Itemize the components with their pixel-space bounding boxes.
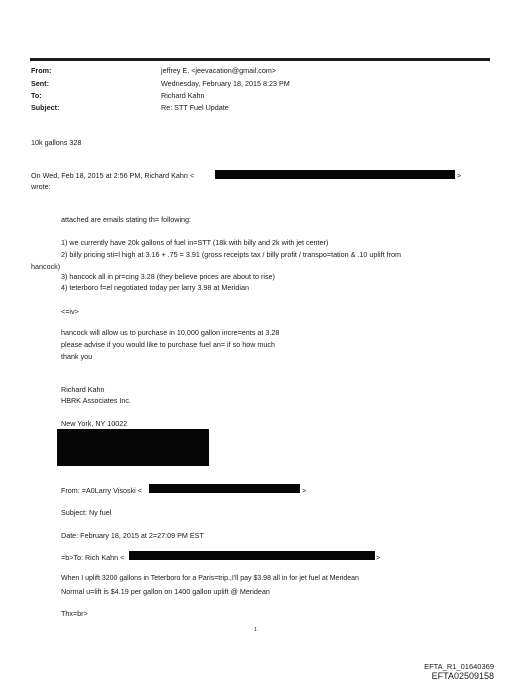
header-rule bbox=[30, 58, 490, 61]
redaction-block bbox=[215, 170, 455, 179]
quote-intro-wrote: wrote: bbox=[31, 182, 51, 191]
subject-label: Subject: bbox=[31, 103, 60, 112]
body-item-4: 4) teterboro f=el negotiated today per larry 3.98 at Meridian bbox=[61, 283, 249, 292]
body-item-1: 1) we currently have 20k gallons of fuel in=STT (18k with billy and 2k with jet center) bbox=[61, 238, 329, 247]
page-number: 1 bbox=[254, 627, 258, 633]
signature-company: HBRK Associates Inc. bbox=[61, 396, 131, 405]
subject-value: Re: STT Fuel Update bbox=[161, 103, 229, 112]
quote-intro-end: > bbox=[457, 171, 462, 180]
body-item-2-continued: hancock) bbox=[31, 262, 61, 271]
forward-subject: Subject: Ny fuel bbox=[61, 508, 112, 517]
forward-to: =b>To: Rich Kahn < bbox=[61, 553, 125, 562]
to-label: To: bbox=[31, 91, 42, 100]
from-value: jeffrey E. <jeevacation@gmail.com> bbox=[161, 66, 277, 75]
forward-date: Date: February 18, 2015 at 2=27:09 PM EST bbox=[61, 531, 204, 540]
to-value: Richard Kahn bbox=[161, 91, 205, 100]
redaction-block bbox=[149, 484, 300, 493]
forward-thx: Thx=br> bbox=[61, 609, 88, 618]
bates-number-secondary: EFTA02509158 bbox=[431, 671, 494, 681]
sent-value: Wednesday, February 18, 2015 8:23 PM bbox=[161, 79, 290, 88]
body-paragraph-1: hancock will allow us to purchase in 10,000 gallon incre=ents at 3.28 bbox=[61, 328, 280, 337]
body-item-2: 2) billy pricing sti=l high at 3.16 + .75 = 3.91 (gross receipts tax / billy profit / transpo=tation & .10 uplift from bbox=[61, 250, 401, 259]
body-paragraph-2: please advise if you would like to purchase fuel an= if so how much bbox=[61, 340, 275, 349]
redaction-block bbox=[129, 551, 375, 560]
sent-label: Sent: bbox=[31, 79, 49, 88]
signature-name: Richard Kahn bbox=[61, 385, 105, 394]
div-marker: <=iv> bbox=[61, 307, 79, 316]
forward-from: From: =A0Larry Visoski < bbox=[61, 486, 142, 495]
redaction-block bbox=[57, 429, 209, 466]
forward-line-1: When I uplift 3200 gallons in Teterboro for a Paris=trip.,I'll pay $3.98 all in for jet fuel at Meridean bbox=[61, 575, 359, 582]
body-item-3: 3) hancock all in pr=cing 3.28 (they believe prices are about to rise) bbox=[61, 272, 275, 281]
quote-intro: On Wed, Feb 18, 2015 at 2:56 PM, Richard Kahn < bbox=[31, 171, 195, 180]
body-paragraph-3: thank you bbox=[61, 352, 93, 361]
body-intro: attached are emails stating th= following: bbox=[61, 215, 192, 224]
forward-from-end: > bbox=[302, 486, 307, 495]
forward-line-2: Normal u=lift is $4.19 per gallon on 1400 gallon uplift @ Meridean bbox=[61, 587, 270, 596]
from-label: From: bbox=[31, 66, 52, 75]
reply-text: 10k gallons 328 bbox=[31, 138, 82, 147]
bates-number-primary: EFTA_R1_01640369 bbox=[424, 662, 494, 671]
signature-city: New York, NY 10022 bbox=[61, 419, 128, 428]
forward-to-end: > bbox=[376, 553, 381, 562]
